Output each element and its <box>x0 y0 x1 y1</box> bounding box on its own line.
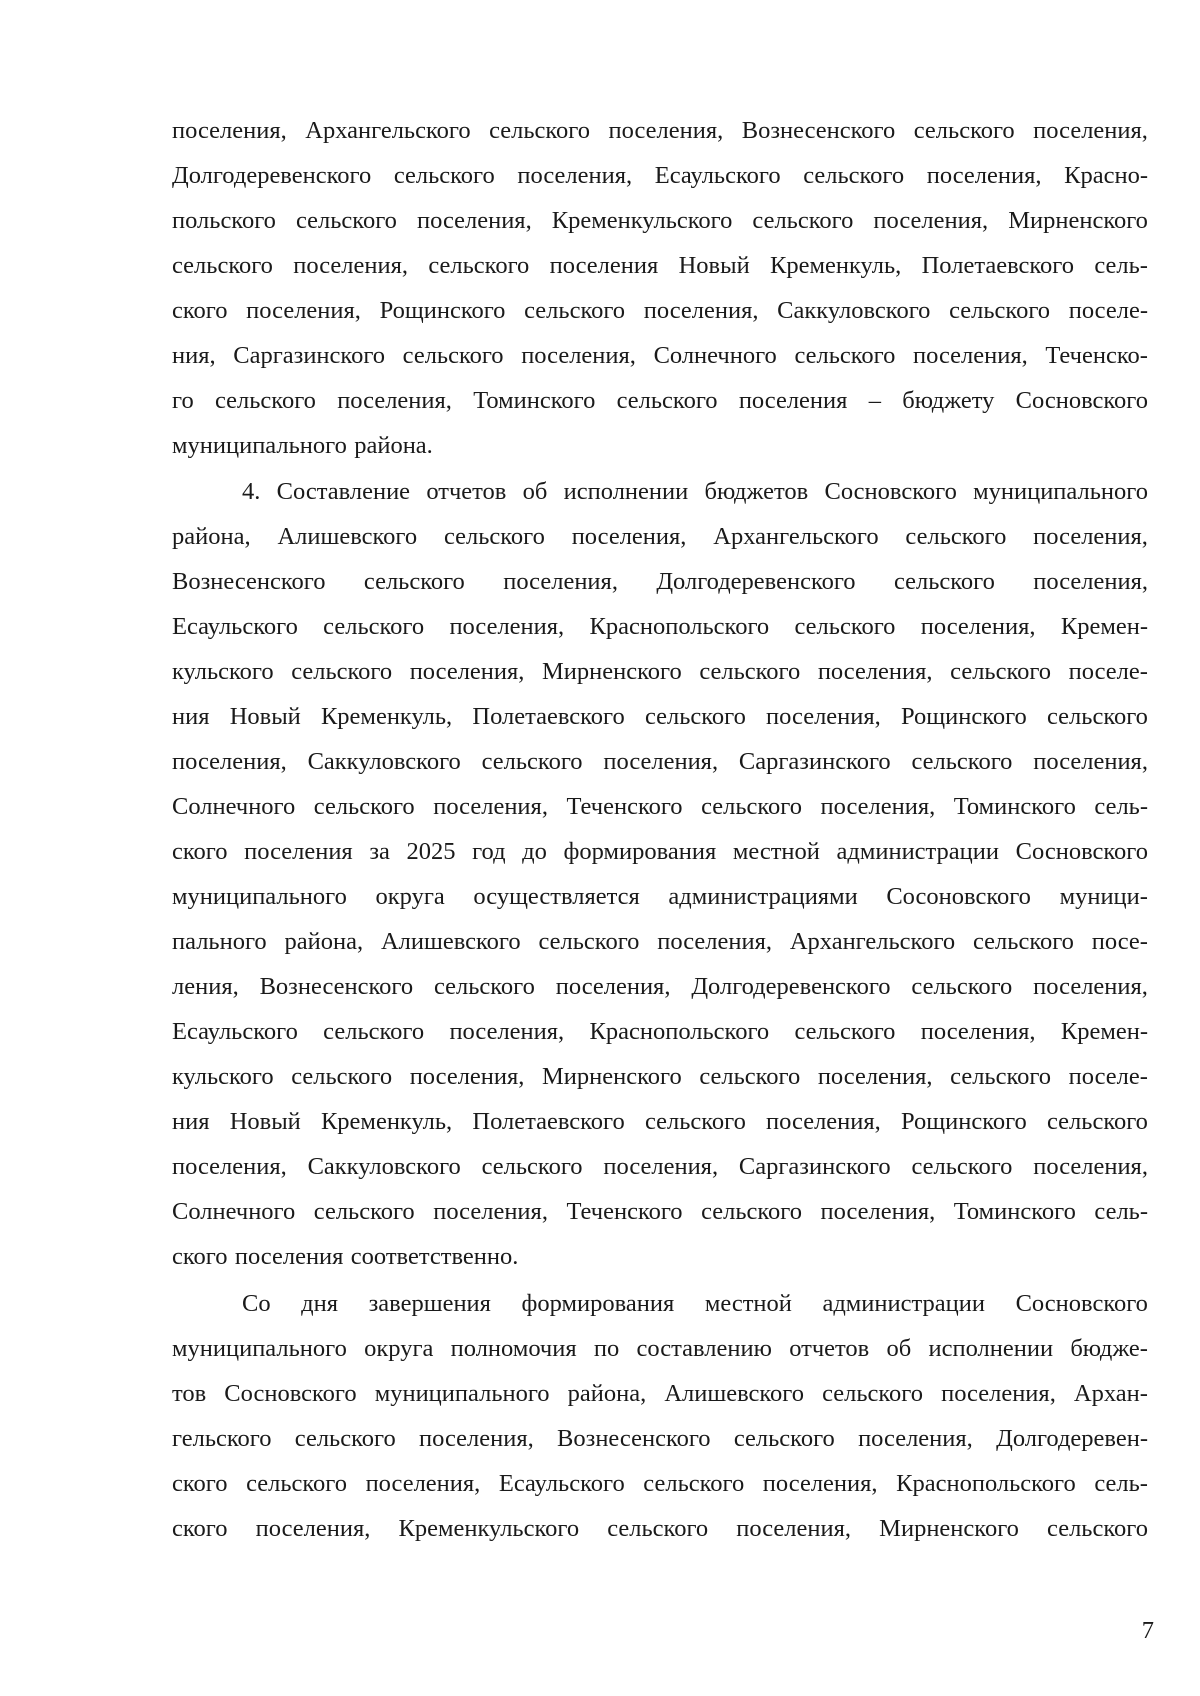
text-line: ского сельского поселения, Есаульского сельского поселения, Краснопольского сель- <box>172 1470 1148 1497</box>
text-line: ния Новый Кременкуль, Полетаевского сельского поселения, Рощинского сельского <box>172 1108 1148 1135</box>
text-line: Вознесенского сельского поселения, Долгодеревенского сельского поселения, <box>172 568 1148 595</box>
text-line: сельского поселения, сельского поселения Новый Кременкуль, Полетаевского сель- <box>172 252 1148 279</box>
text-line: муниципального округа осуществляется администрациями Сосоновского муници- <box>172 883 1148 910</box>
text-line: ния Новый Кременкуль, Полетаевского сельского поселения, Рощинского сельского <box>172 703 1148 730</box>
text-line: го сельского поселения, Томинского сельского поселения – бюджету Сосновского <box>172 387 1148 414</box>
text-line: ского поселения за 2025 год до формирования местной администрации Сосновского <box>172 838 1148 865</box>
text-line: муниципального округа полномочия по составлению отчетов об исполнении бюдже- <box>172 1335 1148 1362</box>
text-line: Есаульского сельского поселения, Краснопольского сельского поселения, Кремен- <box>172 613 1148 640</box>
text-line: кульского сельского поселения, Мирненского сельского поселения, сельского поселе- <box>172 1063 1148 1090</box>
page-number: 7 <box>1141 1617 1154 1644</box>
text-line: района, Алишевского сельского поселения, Архангельского сельского поселения, <box>172 523 1148 550</box>
text-line: Со дня завершения формирования местной администрации Сосновского <box>242 1290 1148 1317</box>
text-line: тов Сосновского муниципального района, Алишевского сельского поселения, Архан- <box>172 1380 1148 1407</box>
text-line: поселения, Архангельского сельского поселения, Вознесенского сельского поселения, <box>172 117 1148 144</box>
text-line: 4. Составление отчетов об исполнении бюджетов Сосновского муниципального <box>242 478 1148 505</box>
text-line: ния, Саргазинского сельского поселения, Солнечного сельского поселения, Теченско- <box>172 342 1148 369</box>
text-line: Долгодеревенского сельского поселения, Есаульского сельского поселения, Красно- <box>172 162 1148 189</box>
text-line: поселения, Саккуловского сельского поселения, Саргазинского сельского поселения, <box>172 1153 1148 1180</box>
paragraph-item-4 <box>172 469 1148 1279</box>
text-line: гельского сельского поселения, Вознесенского сельского поселения, Долгодеревен- <box>172 1425 1148 1452</box>
paragraph-continuation <box>172 108 1148 468</box>
text-line: поселения, Саккуловского сельского поселения, Саргазинского сельского поселения, <box>172 748 1148 775</box>
paragraph-reporting-transfer <box>172 1281 1148 1551</box>
text-line: ского поселения, Кременкульского сельского поселения, Мирненского сельского <box>172 1515 1148 1542</box>
text-line: муниципального района. <box>172 432 433 459</box>
text-line: ления, Вознесенского сельского поселения, Долгодеревенского сельского поселения, <box>172 973 1148 1000</box>
text-line: Солнечного сельского поселения, Теченского сельского поселения, Томинского сель- <box>172 793 1148 820</box>
text-line: Солнечного сельского поселения, Теченского сельского поселения, Томинского сель- <box>172 1198 1148 1225</box>
text-line: ского поселения соответственно. <box>172 1243 519 1270</box>
text-line: Есаульского сельского поселения, Краснопольского сельского поселения, Кремен- <box>172 1018 1148 1045</box>
text-line: польского сельского поселения, Кременкульского сельского поселения, Мирненского <box>172 207 1148 234</box>
text-line: ского поселения, Рощинского сельского поселения, Саккуловского сельского поселе- <box>172 297 1148 324</box>
text-line: кульского сельского поселения, Мирненского сельского поселения, сельского поселе- <box>172 658 1148 685</box>
text-line: пального района, Алишевского сельского поселения, Архангельского сельского посе- <box>172 928 1148 955</box>
